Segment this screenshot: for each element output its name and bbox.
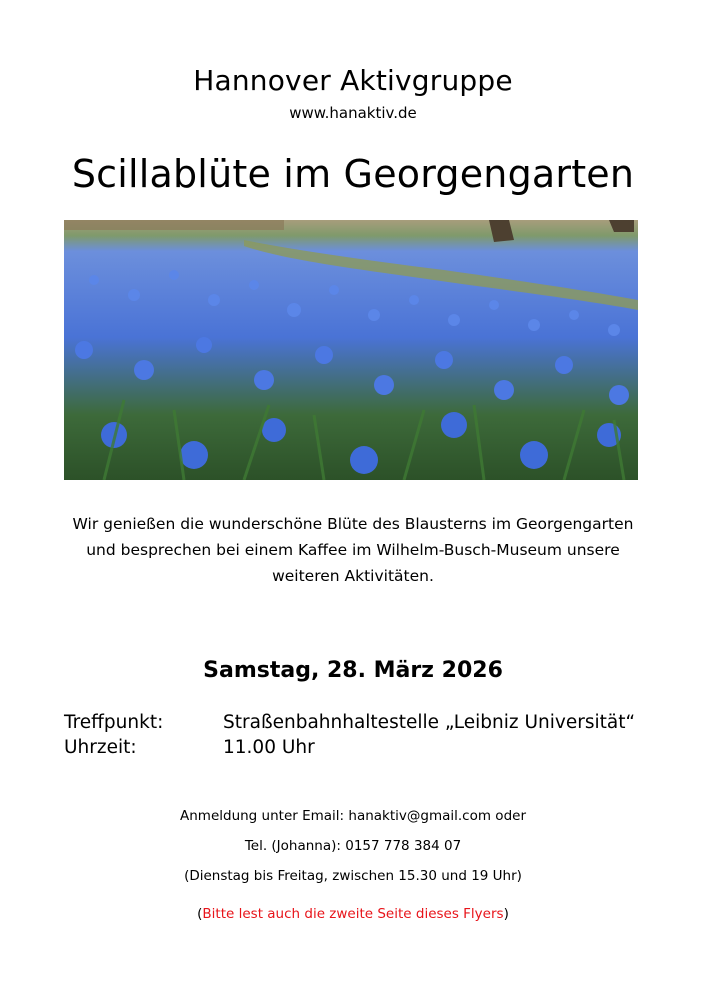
- time-label: Uhrzeit:: [64, 737, 137, 758]
- second-page-note: [0, 906, 706, 922]
- meeting-point-value: Straßenbahnhaltestelle „Leibniz Universität“: [223, 712, 636, 733]
- contact-hours-line: (Dienstag bis Freitag, zwischen 15.30 und 19 Uhr): [184, 868, 522, 884]
- note-open-paren: (: [197, 906, 203, 922]
- registration-phone-line: Tel. (Johanna): 0157 778 384 07: [244, 838, 462, 854]
- time-value: 11.00 Uhr: [223, 737, 315, 758]
- note-text: Bitte lest auch die zweite Seite dieses Flyers: [202, 906, 504, 922]
- event-date: Samstag, 28. März 2026: [203, 658, 503, 683]
- flower-field-illustration: [64, 220, 638, 480]
- event-title: Scillablüte im Georgengarten: [71, 152, 635, 196]
- event-description: [0, 511, 706, 589]
- description-line: weiteren Aktivitäten.: [272, 567, 434, 585]
- meeting-point-label: Treffpunkt:: [64, 712, 164, 733]
- registration-email-line: Anmeldung unter Email: hanaktiv@gmail.com oder: [180, 808, 526, 824]
- description-line: und besprechen bei einem Kaffee im Wilhelm-Busch-Museum unsere: [86, 541, 620, 559]
- description-line: Wir genießen die wunderschöne Blüte des Blausterns im Georgengarten: [72, 515, 634, 533]
- scilla-field-photo: [64, 220, 638, 480]
- note-close-paren: ): [503, 906, 509, 922]
- website-link[interactable]: www.hanaktiv.de: [289, 104, 417, 122]
- organization-name: Hannover Aktivgruppe: [193, 64, 513, 97]
